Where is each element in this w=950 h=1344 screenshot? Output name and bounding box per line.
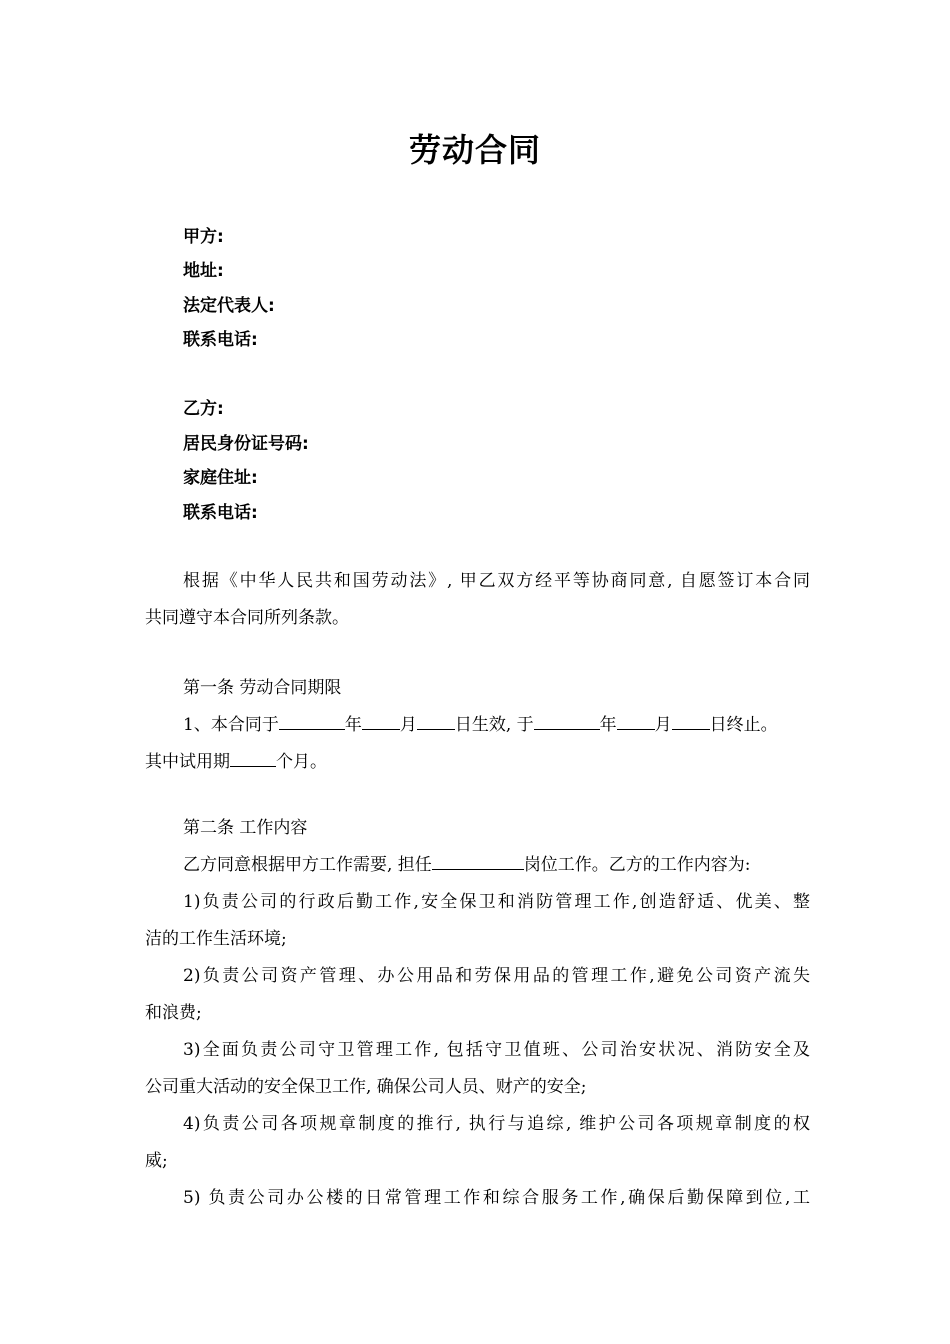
text-fragment: 岗位工作。乙方的工作内容为: [523, 855, 751, 875]
article-2 [145, 810, 810, 1217]
list-item-line: 3)全面负责公司守卫管理工作, 包括守卫值班、公司治安状况、消防安全及 [183, 1040, 810, 1060]
fill-blank-end-day[interactable] [672, 710, 710, 730]
fill-blank-position[interactable] [432, 850, 524, 870]
list-item-line: 5) 负责公司办公楼的日常管理工作和综合服务工作,确保后勤保障到位,工 [183, 1188, 810, 1208]
list-item-line: 公司重大活动的安全保卫工作, 确保公司人员、财产的安全; [145, 1077, 587, 1097]
article-1-probation-line [145, 744, 810, 781]
text-fragment: 年 [599, 715, 617, 735]
text-fragment: 月 [399, 715, 417, 735]
party-b-home-address-label: 家庭住址: [183, 468, 258, 488]
preamble-line: 根据《中华人民共和国劳动法》, 甲乙双方经平等协商同意, 自愿签订本合同 [183, 571, 810, 591]
article-2-intro-line [145, 847, 810, 884]
article-1 [145, 670, 810, 781]
text-fragment: 月 [654, 715, 672, 735]
party-a-legal-rep-label: 法定代表人: [183, 296, 275, 316]
list-item-line: 2)负责公司资产管理、办公用品和劳保用品的管理工作,避免公司资产流失 [183, 966, 810, 986]
list-item-line: 1)负责公司的行政后勤工作,安全保卫和消防管理工作,创造舒适、优美、整 [183, 892, 810, 912]
party-b-phone-label: 联系电话: [183, 503, 258, 523]
text-fragment: 日终止。 [709, 715, 778, 735]
article-1-heading: 第一条 劳动合同期限 [183, 678, 342, 698]
party-b-id-label: 居民身份证号码: [183, 434, 309, 454]
party-a-phone-label: 联系电话: [183, 330, 258, 350]
fill-blank-start-month[interactable] [362, 710, 400, 730]
article-2-heading: 第二条 工作内容 [183, 818, 308, 838]
document-title: 劳动合同 [408, 131, 541, 169]
text-fragment: 年 [344, 715, 362, 735]
text-fragment: 个月。 [276, 752, 327, 772]
list-item-line: 和浪费; [145, 1003, 202, 1023]
fill-blank-start-year[interactable] [279, 710, 345, 730]
preamble-line: 共同遵守本合同所列条款。 [145, 608, 349, 628]
article-1-term-line [145, 707, 810, 744]
text-fragment: 1、本合同于 [183, 715, 279, 735]
fill-blank-start-day[interactable] [417, 710, 455, 730]
list-item-line: 洁的工作生活环境; [145, 929, 287, 949]
preamble [145, 563, 810, 637]
party-a-address-label: 地址: [183, 261, 224, 281]
text-fragment: 其中试用期 [145, 752, 230, 772]
fill-blank-probation-months[interactable] [230, 747, 276, 767]
fill-blank-end-year[interactable] [534, 710, 600, 730]
fill-blank-end-month[interactable] [617, 710, 655, 730]
list-item-line: 威; [145, 1151, 168, 1171]
text-fragment: 日生效, 于 [454, 715, 534, 735]
party-a-name-label: 甲方: [183, 227, 224, 247]
list-item-line: 4)负责公司各项规章制度的推行, 执行与追综, 维护公司各项规章制度的权 [183, 1114, 810, 1134]
text-fragment: 乙方同意根据甲方工作需要, 担任 [183, 855, 432, 875]
party-b-name-label: 乙方: [183, 399, 224, 419]
